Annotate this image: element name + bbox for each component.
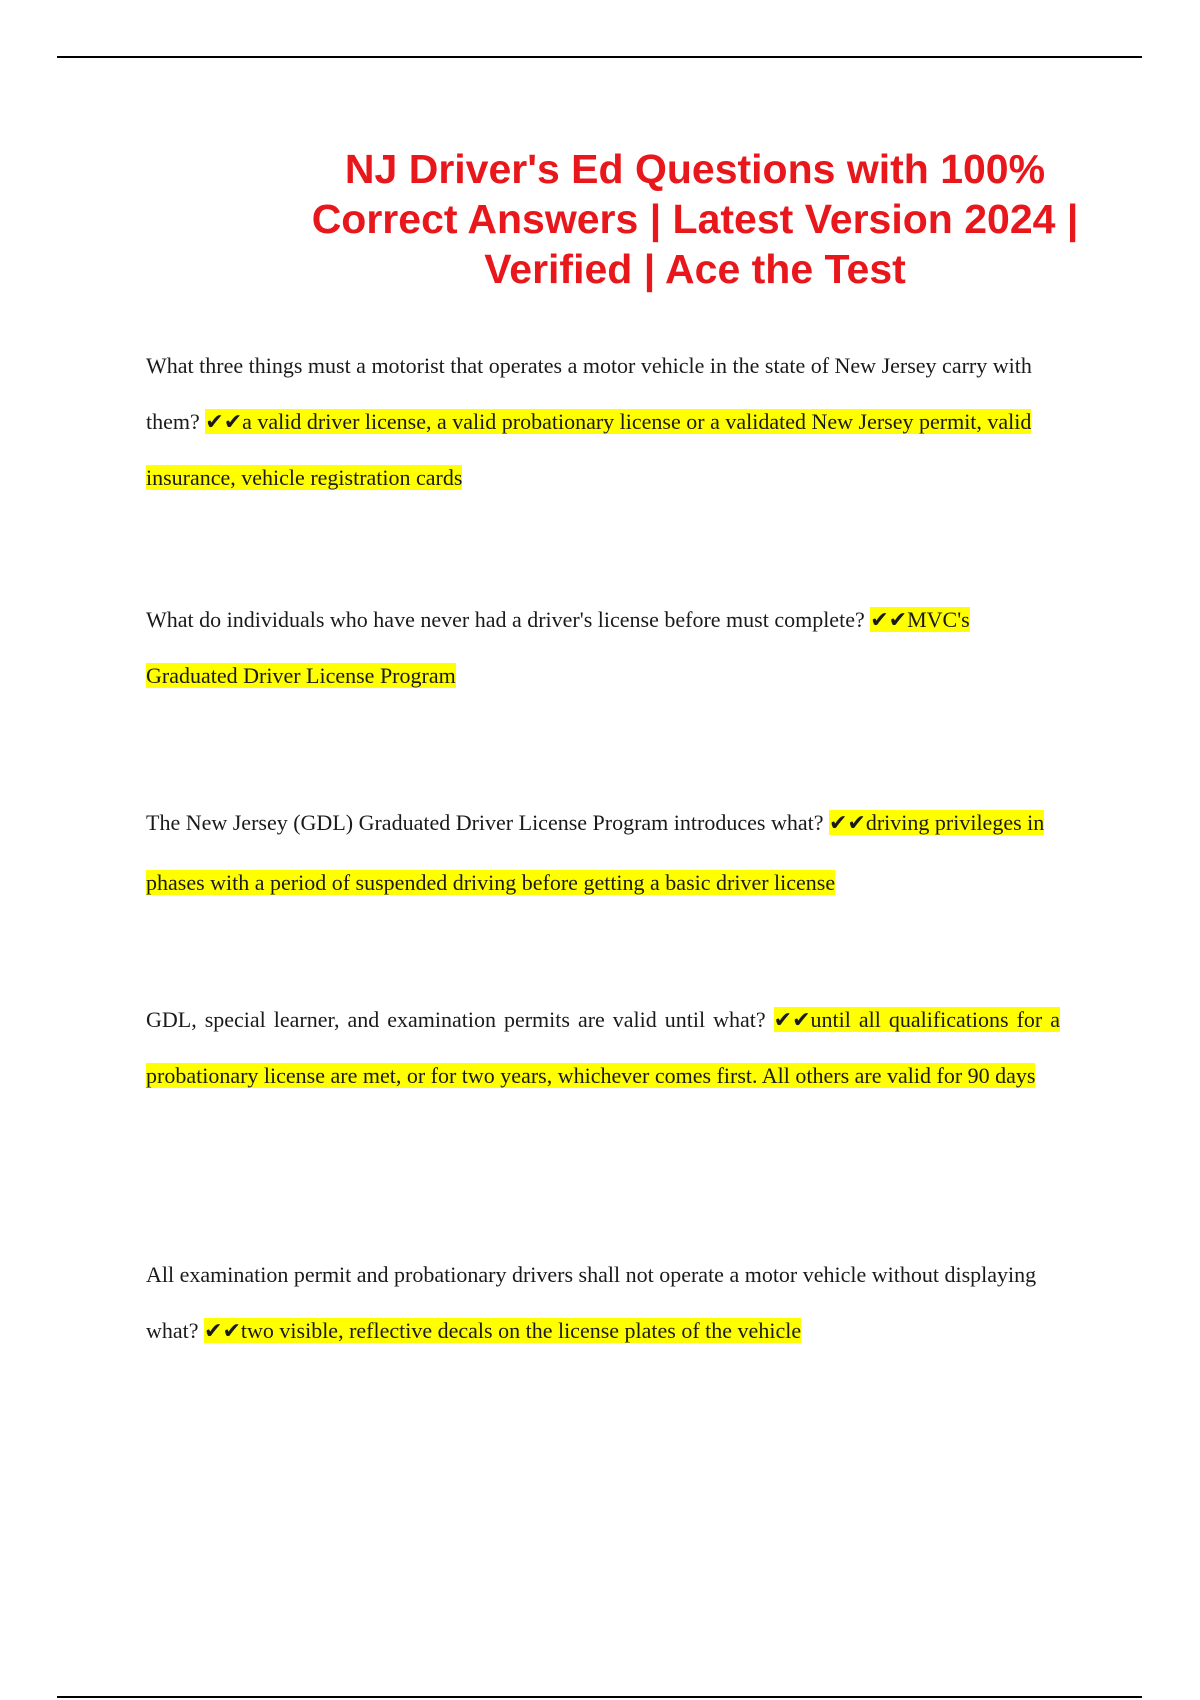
qa-item-1	[146, 338, 1060, 506]
checkmark-icon: ✔✔	[204, 1318, 241, 1343]
answer-text: until all qualifications for a probationary license are met, or for two years, whichever comes first. All others are valid for 90 days	[146, 1007, 1060, 1088]
answer-text: a valid driver license, a valid probationary license or a validated New Jersey permit, valid insurance, vehicle registration cards	[146, 409, 1032, 490]
question-text: What three things must a motorist that operates a motor vehicle in the state of New Jersey carry with them?	[146, 353, 1032, 434]
question-text: The New Jersey (GDL) Graduated Driver License Program introduces what?	[146, 810, 829, 835]
question-text: All examination permit and probationary drivers shall not operate a motor vehicle without displaying what?	[146, 1262, 1037, 1343]
answer-text: MVC's Graduated Driver License Program	[146, 607, 970, 688]
qa-item-3	[146, 793, 1060, 913]
checkmark-icon: ✔✔	[828, 810, 866, 835]
answer-text: driving privileges in phases with a period of suspended driving before getting a basic driver license	[146, 810, 1045, 895]
checkmark-icon: ✔✔	[773, 1007, 811, 1032]
checkmark-icon: ✔✔	[870, 607, 908, 632]
qa-item-5	[146, 1247, 1060, 1359]
answer-highlight	[204, 1318, 801, 1343]
document-title: NJ Driver's Ed Questions with 100% Correct Answers | Latest Version 2024 | Verified | Ace the Test	[311, 146, 1079, 292]
bottom-rule	[57, 1696, 1142, 1698]
top-rule	[57, 56, 1142, 58]
qa-item-4	[146, 992, 1060, 1104]
question-text: GDL, special learner, and examination permits are valid until what?	[146, 1007, 774, 1032]
qa-item-2	[146, 592, 1060, 704]
answer-highlight	[146, 409, 1031, 490]
checkmark-icon: ✔✔	[205, 409, 243, 434]
answer-text: two visible, reflective decals on the license plates of the vehicle	[240, 1318, 802, 1343]
question-text: What do individuals who have never had a driver's license before must complete?	[146, 607, 871, 632]
